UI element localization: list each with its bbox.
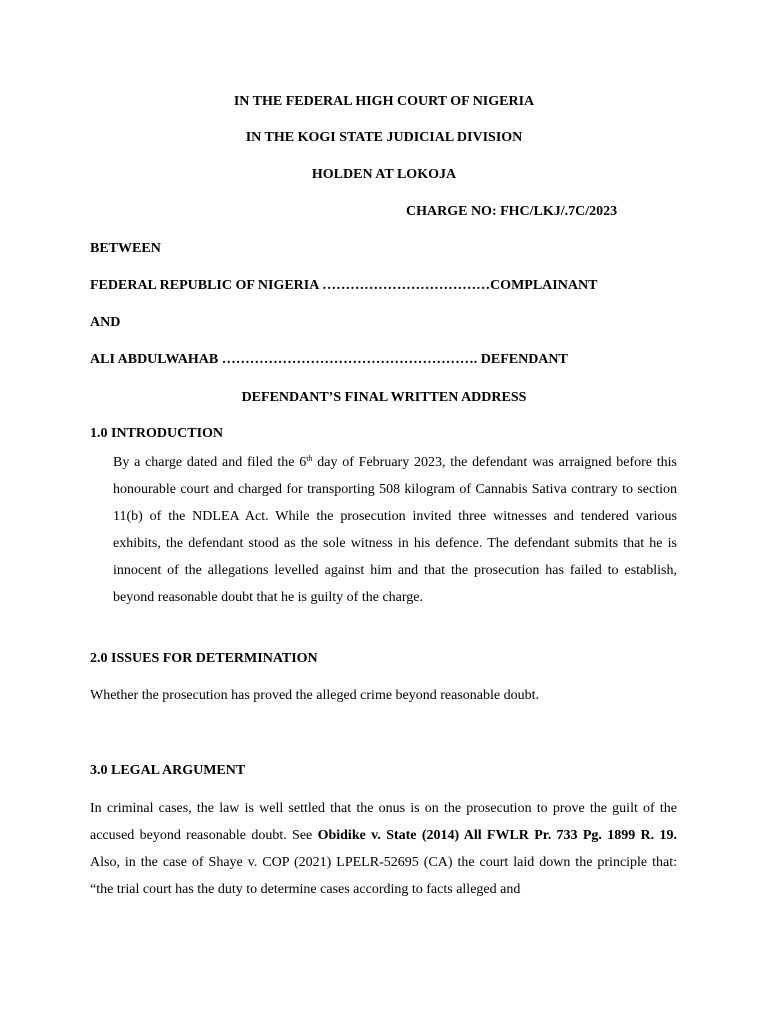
intro-text-start: By a charge dated and filed the 6: [113, 455, 307, 470]
section-heading-introduction: 1.0 INTRODUCTION: [90, 426, 224, 441]
case-citation: Obidike v. State (2014) All FWLR Pr. 733 Pg. 1899 R. 19.: [317, 828, 677, 843]
court-title: IN THE FEDERAL HIGH COURT OF NIGERIA: [233, 94, 535, 109]
ordinal-suffix: th: [306, 454, 313, 463]
introduction-paragraph: [113, 449, 677, 611]
and-label: AND: [90, 315, 121, 330]
between-label: BETWEEN: [90, 241, 161, 256]
charge-number: CHARGE NO: FHC/LKJ/.7C/2023: [406, 204, 618, 219]
defendant-line: ALI ABDULWAHAB ………………………………………………. DEFENDANT: [90, 352, 568, 367]
holden-title: HOLDEN AT LOKOJA: [311, 167, 457, 182]
legal-argument-paragraph: [90, 795, 677, 903]
complainant-line: FEDERAL REPUBLIC OF NIGERIA ………………………………COMPLAINANT: [90, 278, 598, 293]
section-heading-issues: 2.0 ISSUES FOR DETERMINATION: [90, 651, 318, 666]
legal-text-start: In criminal cases, the law is well settled that the onus is on the prosecution to prove the guilt of the accused beyond reasonable doubt. See: [90, 801, 677, 843]
section-heading-legal-argument: 3.0 LEGAL ARGUMENT: [90, 763, 246, 778]
legal-text-rest: Also, in the case of Shaye v. COP (2021) LPELR-52695 (CA) the court laid down the principle that: “the trial court has the duty to determine cases according to facts alleged and: [90, 855, 677, 897]
document-title: DEFENDANT’S FINAL WRITTEN ADDRESS: [241, 390, 527, 405]
issue-text: Whether the prosecution has proved the alleged crime beyond reasonable doubt.: [90, 688, 540, 703]
division-title: IN THE KOGI STATE JUDICIAL DIVISION: [245, 130, 523, 145]
intro-text-rest: day of February 2023, the defendant was arraigned before this honourable court and charged for transporting 508 kilogram of Cannabis Sativa contrary to section 11(b) of the NDLEA Act. While the prosecution invited three witnesses and tendered various exhibits, the defendant stood as the sole witness in his defence. The defendant submits that he is innocent of the allegations levelled against him and that the prosecution has failed to establish, beyond reasonable doubt that he is guilty of the charge.: [113, 455, 677, 605]
